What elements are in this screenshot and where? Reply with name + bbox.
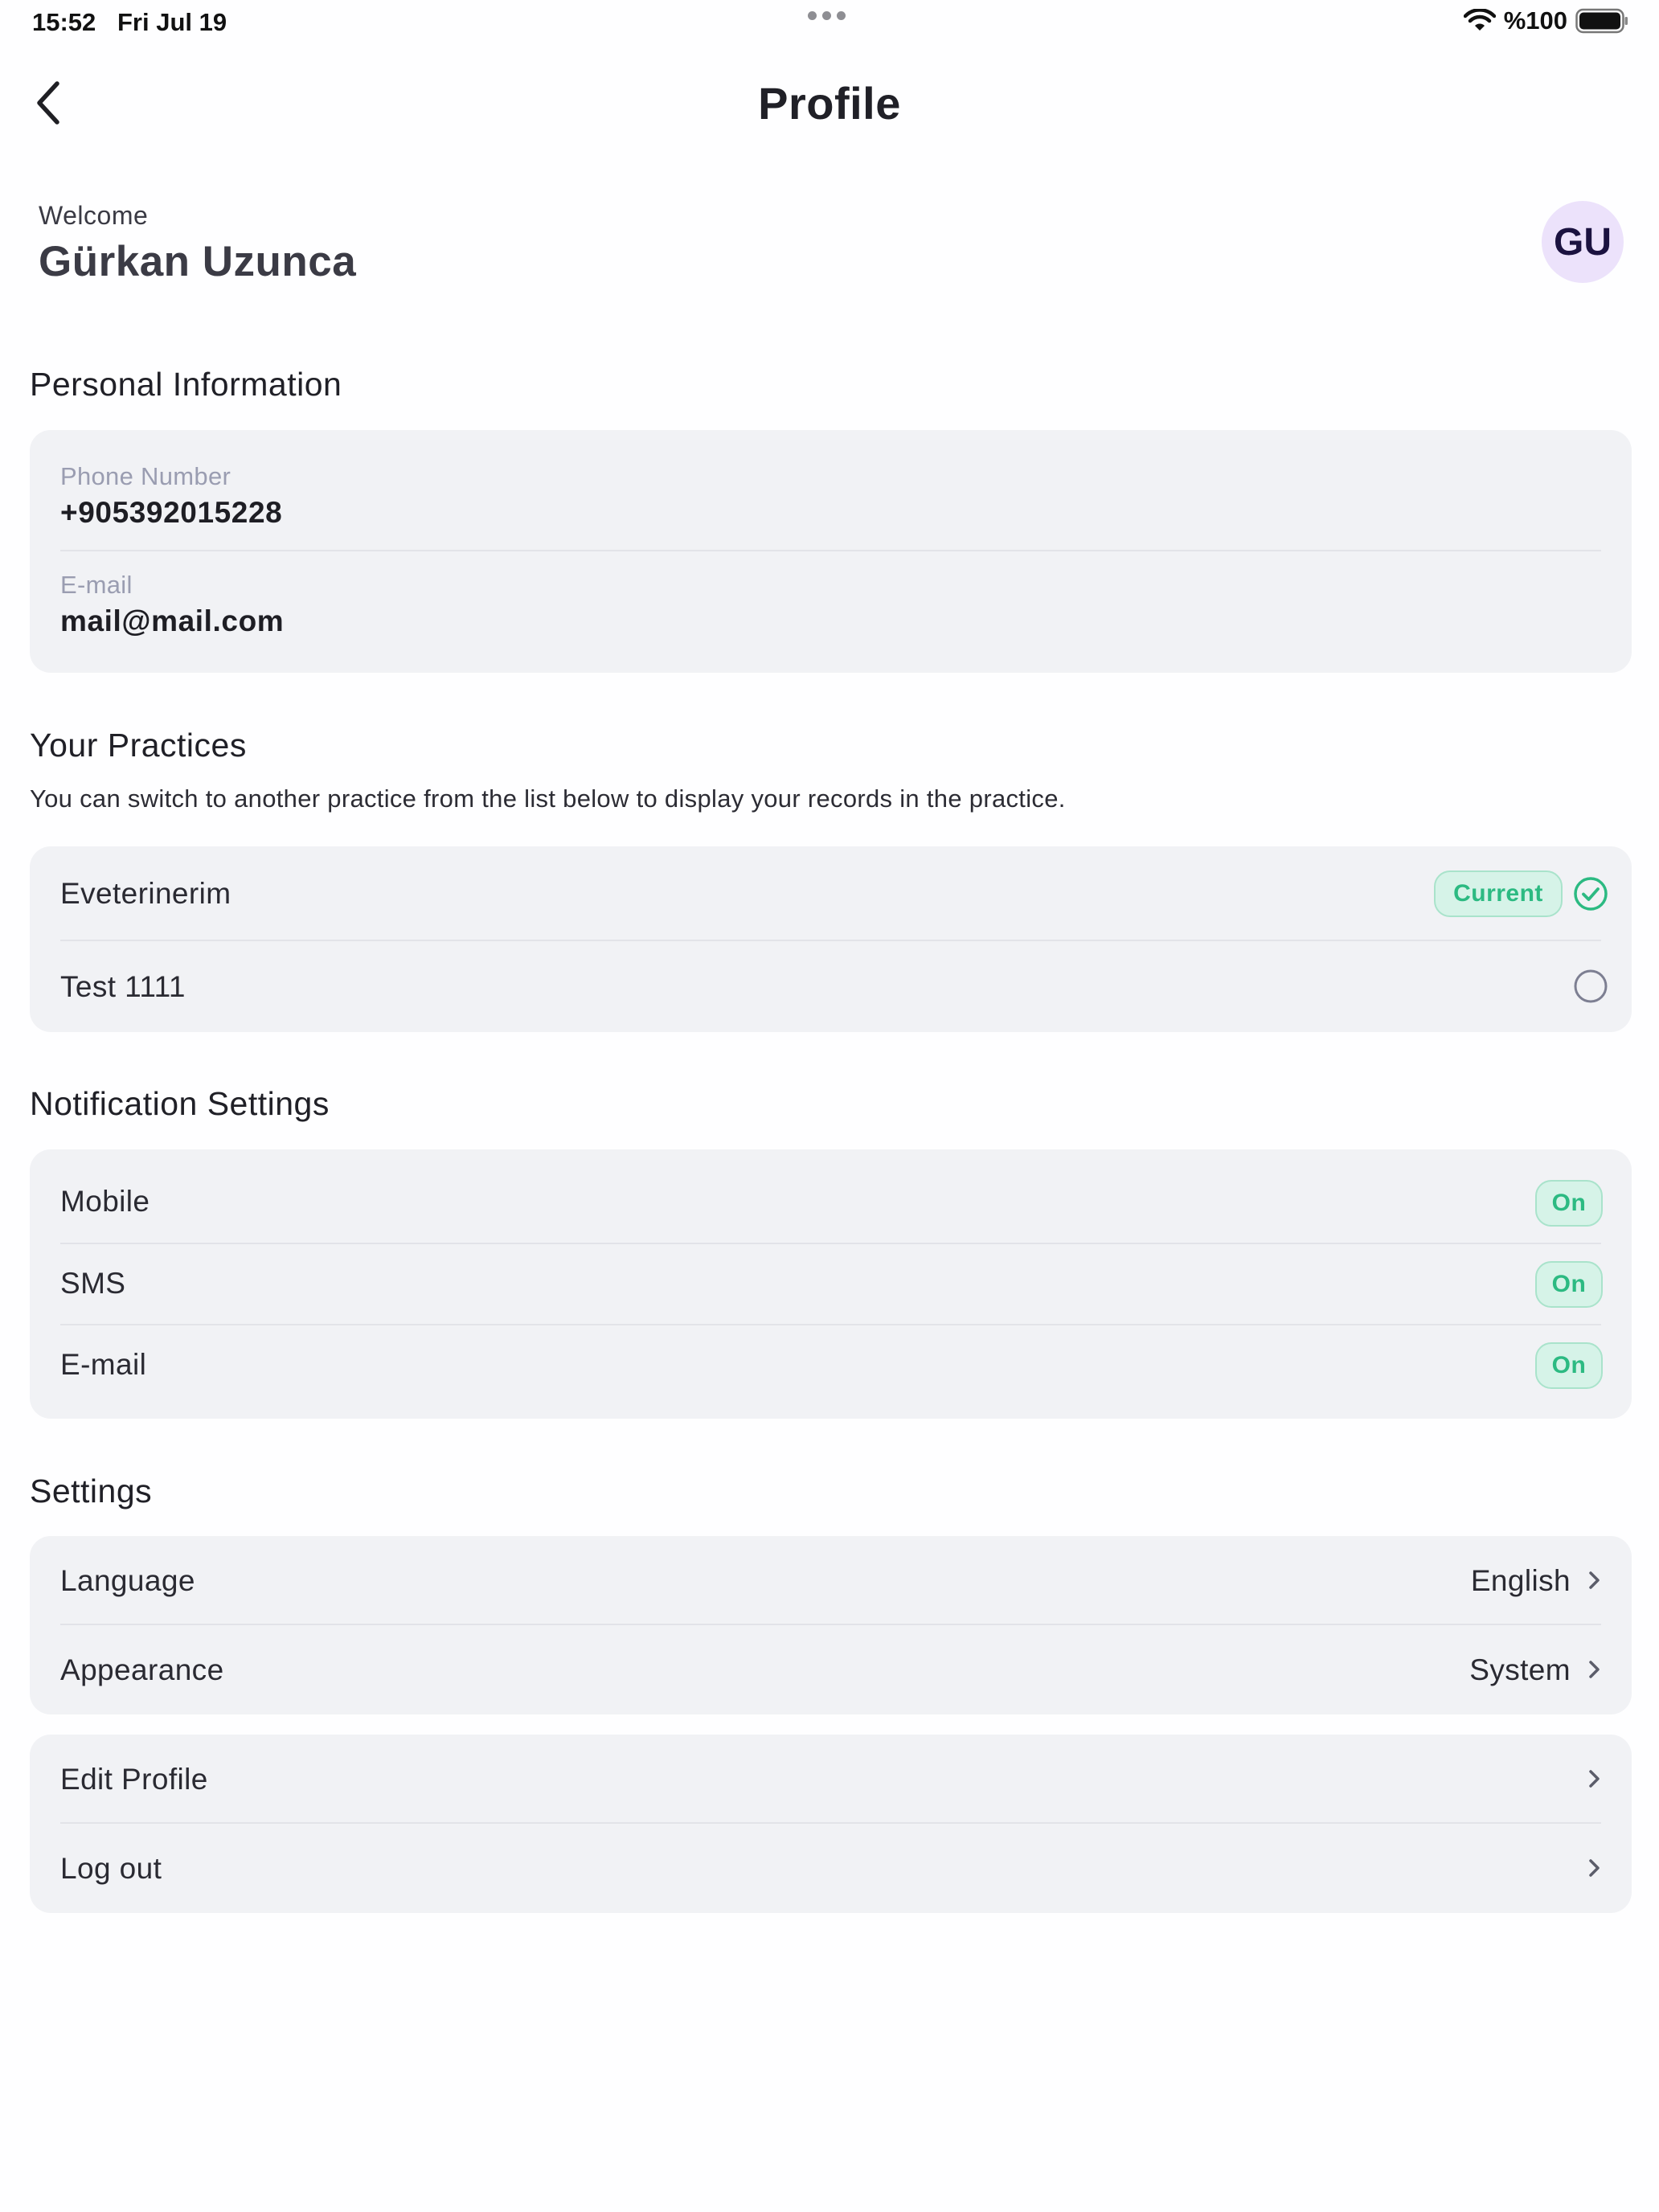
phone-number-row <box>30 430 1632 551</box>
wifi-icon <box>1464 9 1496 33</box>
practices-card <box>30 846 1632 1032</box>
toggle-email[interactable]: On <box>1535 1342 1603 1389</box>
battery-icon <box>1575 8 1628 34</box>
navigation-bar <box>0 64 1659 141</box>
email-row <box>30 551 1632 673</box>
notification-settings-title: Notification Settings <box>30 1085 330 1122</box>
chevron-right-icon <box>1583 1856 1604 1880</box>
email-label: E-mail <box>60 571 133 599</box>
check-circle-icon[interactable] <box>1573 876 1608 911</box>
settings-label: Language <box>60 1564 195 1597</box>
notification-label: SMS <box>60 1267 126 1300</box>
practice-item-eveterinerim[interactable] <box>30 846 1632 941</box>
welcome-block <box>39 201 356 286</box>
notification-row-sms <box>30 1244 1632 1325</box>
radio-empty-icon[interactable] <box>1573 969 1608 1004</box>
status-indicators <box>1464 6 1628 35</box>
notification-label: E-mail <box>60 1348 147 1381</box>
phone-number-label: Phone Number <box>60 462 231 490</box>
log-out-button[interactable] <box>30 1824 1632 1913</box>
phone-number-value: +905392015228 <box>60 496 283 529</box>
practices-description: You can switch to another practice from the list below to display your records in the practice. <box>30 784 1066 813</box>
avatar[interactable]: GU <box>1542 201 1624 283</box>
chevron-right-icon <box>1583 1767 1604 1791</box>
chevron-right-icon <box>1583 1568 1604 1592</box>
battery-percentage: %100 <box>1503 6 1567 35</box>
page-title: Profile <box>758 78 901 129</box>
status-bar <box>0 0 1659 45</box>
notification-row-email <box>30 1325 1632 1419</box>
settings-title: Settings <box>30 1473 153 1509</box>
settings-row-language[interactable] <box>30 1536 1632 1625</box>
personal-information-title: Personal Information <box>30 366 342 403</box>
edit-profile-label: Edit Profile <box>60 1763 208 1796</box>
practice-name: Eveterinerim <box>60 877 231 910</box>
notification-label: Mobile <box>60 1185 150 1218</box>
account-card <box>30 1735 1632 1913</box>
toggle-mobile[interactable]: On <box>1535 1180 1603 1227</box>
practice-item-test-1111[interactable] <box>30 941 1632 1032</box>
user-name: Gürkan Uzunca <box>39 238 357 285</box>
status-time: 15:52 <box>32 8 96 36</box>
edit-profile-button[interactable] <box>30 1735 1632 1824</box>
current-badge: Current <box>1434 870 1563 917</box>
personal-information-card <box>30 430 1632 673</box>
notification-row-mobile <box>30 1149 1632 1244</box>
settings-row-appearance[interactable] <box>30 1625 1632 1714</box>
toggle-sms[interactable]: On <box>1535 1261 1603 1308</box>
log-out-label: Log out <box>60 1852 162 1885</box>
appearance-value: System <box>1469 1653 1571 1686</box>
welcome-label: Welcome <box>39 201 149 230</box>
notification-settings-card <box>30 1149 1632 1419</box>
status-date: Fri Jul 19 <box>117 8 227 36</box>
practices-title: Your Practices <box>30 727 247 764</box>
settings-card <box>30 1536 1632 1714</box>
practice-name: Test 1111 <box>60 970 186 1003</box>
email-value: mail@mail.com <box>60 604 285 637</box>
chevron-right-icon <box>1583 1657 1604 1682</box>
language-value: English <box>1470 1564 1571 1597</box>
settings-label: Appearance <box>60 1653 224 1686</box>
multitasking-dots-icon[interactable] <box>808 11 846 20</box>
